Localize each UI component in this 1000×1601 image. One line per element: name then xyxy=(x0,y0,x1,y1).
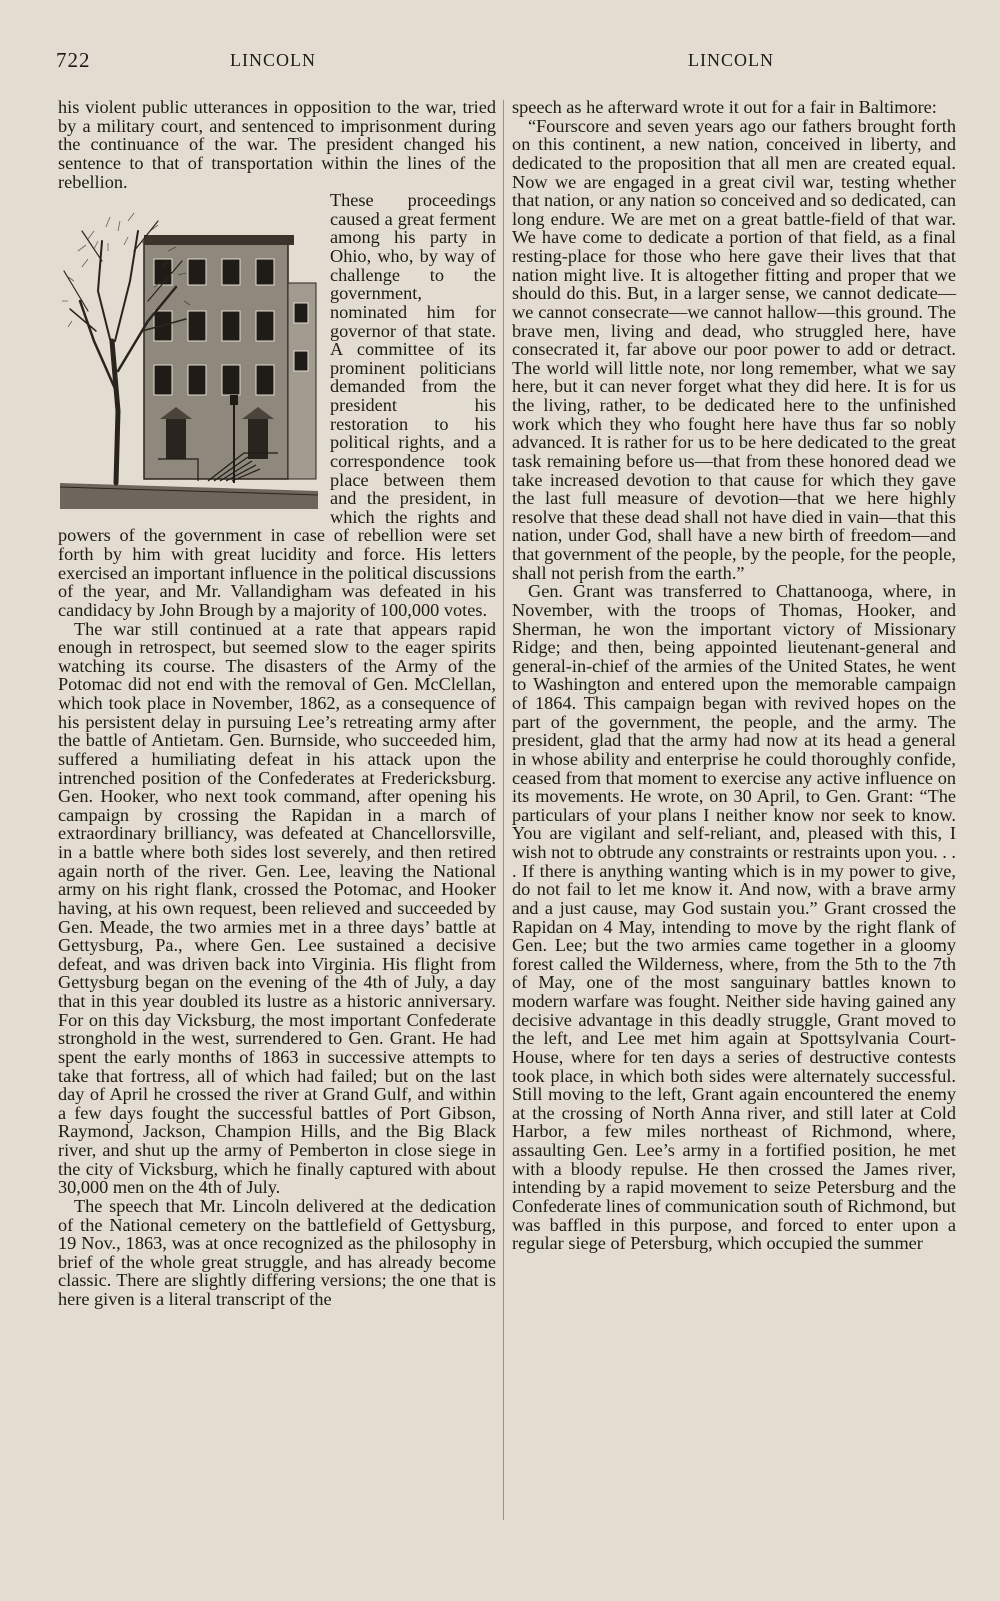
house-engraving-image xyxy=(58,191,320,511)
page-number: 722 xyxy=(56,48,91,72)
running-head-left: LINCOLN xyxy=(230,50,316,70)
house-engraving xyxy=(58,191,323,511)
paragraph-4: speech as he afterward wrote it out for a fair in Baltimore: xyxy=(512,97,937,117)
column-divider xyxy=(503,100,504,1520)
right-column xyxy=(512,98,956,1253)
paragraph-1-end: These proceedings caused a great ferment among his party in Ohio, who, by way of challenge to the government, nominated him for governor of that state. A committee of its prominent politicians demanded from the president his restoration to his political rights, and a correspondence took place between them and the president, in which the rights and powers of the government in case of rebellion were set forth by him with great lucidity and force. His letters exercised an important influence in the political discussions of the year, and Mr. Vallandigham was defeated in his candidacy by John Brough by a majority of 100,000 votes. xyxy=(58,190,496,620)
left-column xyxy=(58,98,496,1309)
paragraph-1-start: his violent public utterances in opposition to the war, tried by a military court, and sentenced to imprisonment during the continuance of the war. The president changed his sentence to that of transportation within the lines of the rebellion. xyxy=(58,97,496,192)
paragraph-2: The war still continued at a rate that appears rapid enough in retrospect, but seemed slow to the eager spirits watching its course. The disasters of the Army of the Potomac did not end with the removal of Gen. McClellan, which took place in November, 1862, as a consequence of his persistent delay in pursuing Lee’s retreating army after the battle of Antietam. Gen. Burnside, who succeeded him, suffered a humiliating defeat in his attack upon the intrenched position of the Confederates at Fredericksburg. Gen. Hooker, who next took command, after opening his campaign by crossing the Rapidan in a march of extraordinary brilliancy, was defeated at Chancellorsville, in a battle where both sides lost severely, and then retired again north of the river. Gen. Lee, leaving the National army on his right flank, crossed the Potomac, and Hooker having, at his own request, been relieved and succeeded by Gen. Meade, the two armies met in a three days’ battle at Gettysburg, Pa., where Gen. Lee sustained a decisive defeat, and was driven back into Virginia. His flight from Gettysburg began on the evening of the 4th of July, a day that in this year doubled its lustre as a historic anniversary. For on this day Vicksburg, the most important Confederate stronghold in the west, surrendered to Gen. Grant. He had spent the early months of 1863 in successive attempts to take that fortress, all of which had failed; but on the last day of April he crossed the river at Grand Gulf, and within a few days fought the successful battles of Port Gibson, Raymond, Jackson, Champion Hills, and the Big Black river, and shut up the army of Pemberton in close siege in the city of Vicksburg, which he finally captured with about 30,000 men on the 4th of July. xyxy=(58,618,496,1198)
paragraph-3: The speech that Mr. Lincoln delivered at the dedication of the National cemetery on the battlefield of Gettysburg, 19 Nov., 1863, was at once recognized as the philosophy in brief of the whole great struggle, and has already become classic. There are slightly differing versions; the one that is here given is a literal transcript of the xyxy=(58,1195,496,1309)
paragraph-6: Gen. Grant was transferred to Chattanooga, where, in November, with the troops of Thomas, Hooker, and Sherman, he won the important victory of Missionary Ridge; and then, being appointed lieutenant-general and general-in-chief of the armies of the United States, he went to Washington and entered upon the memorable campaign of 1864. This campaign began with revived hopes on the part of the government, the people, and the army. The president, glad that the army had now at its head a general in whose ability and enterprise he could thoroughly confide, ceased from that moment to exercise any active influence on its movements. He wrote, on 30 April, to Gen. Grant: “The particulars of your plans I neither know nor seek to know. You are vigilant and self-reliant, and, pleased with this, I wish not to obtrude any constraints or restraints upon you. . . . If there is anything wanting which is in my power to give, do not fail to let me know it. And now, with a brave army and a just cause, may God sustain you.” Grant crossed the Rapidan on 4 May, intending to move by the right flank of Gen. Lee; but the two armies came together in a gloomy forest called the Wilderness, where, from the 5th to the 7th of May, one of the most sanguinary battles known to modern warfare was fought. Neither side having gained any decisive advantage in this deadly struggle, Grant moved to the left, and Lee met him again at Spottsylvania Court-House, where for ten days a series of destructive contests took place, in which both sides were alternately successful. Still moving to the left, Grant again encountered the enemy at the crossing of North Anna river, and still later at Cold Harbor, a few miles northeast of Richmond, where, assaulting Gen. Lee’s army in a fortified position, he met with a bloody repulse. He then crossed the James river, intending by a rapid movement to seize Petersburg and the Confederate lines of communication south of Richmond, but was baffled in this purpose, and forced to enter upon a regular siege of Petersburg, which occupied the summer xyxy=(512,581,956,1254)
gettysburg-address: “Fourscore and seven years ago our fathers brought forth on this continent, a new nation, conceived in liberty, and dedicated to the proposition that all men are created equal. Now we are engaged in a great civil war, testing whether that nation, or any nation so conceived and so dedicated, can long endure. We are met on a great battle-field of that war. We have come to dedicate a portion of that field, as a final resting-place for those who here gave their lives that that nation might live. It is altogether fitting and proper that we should do this. But, in a larger sense, we cannot dedicate—we cannot consecrate—we cannot hallow—this ground. The brave men, living and dead, who struggled here, have consecrated it, far above our poor power to add or detract. The world will little note, nor long remember, what we say here, but it can never forget what they did here. It is for us the living, rather, to be dedicated here to the unfinished work which they who fought here have thus far so nobly advanced. It is rather for us to be here dedicated to the great task remaining before us—that from these honored dead we take increased devotion to that cause for which they gave the last full measure of devotion—that we here highly resolve that these dead shall not have died in vain—that this nation, under God, shall have a new birth of freedom—and that government of the people, by the people, for the people, shall not perish from the earth.” xyxy=(512,115,956,583)
running-head-right: LINCOLN xyxy=(688,50,774,70)
